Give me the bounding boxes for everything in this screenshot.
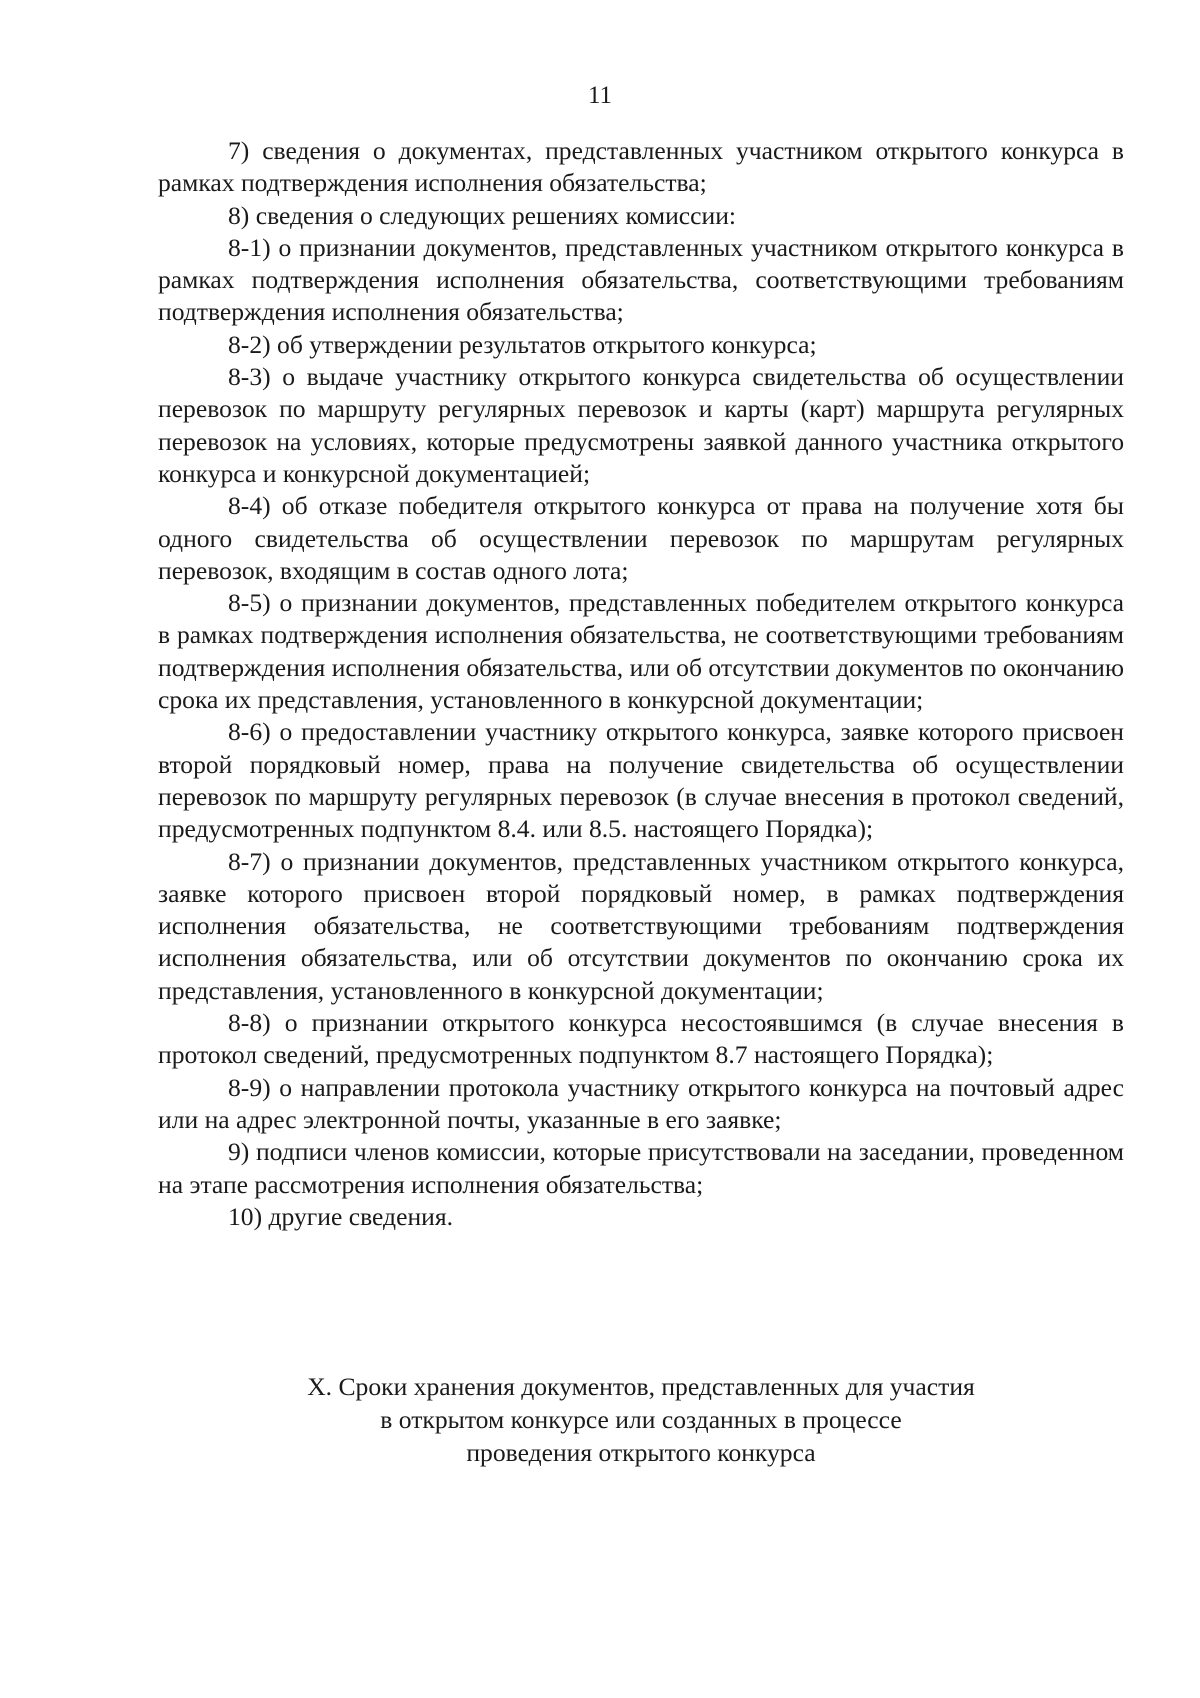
paragraph-item-8-6: 8-6) о предоставлении участнику открытого конкурса, заявке которого присвоен второй порядковый номер, права на получение свидетельства об осуществлении перевозок по маршруту регулярных перевозок (в случае внесения в протокол сведений, предусмотренных подпунктом 8.4. или 8.5. настоящего Порядка); [158, 717, 1124, 844]
document-body [158, 135, 1124, 1233]
section-heading-line-2: в открытом конкурсе или созданных в процессе [380, 1405, 902, 1434]
page-number: 11 [587, 82, 613, 109]
paragraph-item-8-4: 8-4) об отказе победителя открытого конкурса от права на получение хотя бы одного свидетельства об осуществлении перевозок по маршрутам регулярных перевозок, входящим в состав одного лота; [158, 491, 1124, 585]
paragraph-item-8-7: 8-7) о признании документов, представленных участником открытого конкурса, заявке которого присвоен второй порядковый номер, в рамках подтверждения исполнения обязательства, не соответствующими требованиям подтверждения исполнения обязательства, или об отсутствии документов по окончанию срока их представления, установленного в конкурсной документации; [158, 846, 1124, 1005]
paragraph-item-8-3: 8-3) о выдаче участнику открытого конкурса свидетельства об осуществлении перевозок по маршруту регулярных перевозок и карты (карт) маршрута регулярных перевозок на условиях, которые предусмотрены заявкой данного участника открытого конкурса и конкурсной документацией; [158, 362, 1124, 488]
paragraph-item-8-9: 8-9) о направлении протокола участнику открытого конкурса на почтовый адрес или на адрес электронной почты, указанные в его заявке; [158, 1072, 1124, 1134]
paragraph-item-8-5: 8-5) о признании документов, представленных победителем открытого конкурса в рамках подтверждения исполнения обязательства, не соответствующими требованиям подтверждения исполнения обязательства, или об отсутствии документов по окончанию срока их представления, установленного в конкурсной документации; [158, 588, 1124, 715]
paragraph-item-10: 10) другие сведения. [228, 1201, 454, 1231]
section-heading [158, 1370, 1124, 1469]
paragraph-item-8: 8) сведения о следующих решениях комиссии: [228, 200, 737, 230]
paragraph-item-8-8: 8-8) о признании открытого конкурса несостоявшимся (в случае внесения в протокол сведений, предусмотренных подпунктом 8.7 настоящего Порядка); [158, 1008, 1124, 1070]
section-heading-line-1: X. Сроки хранения документов, представленных для участия [307, 1372, 975, 1401]
section-heading-line-3: проведения открытого конкурса [466, 1438, 816, 1467]
paragraph-item-8-1: 8-1) о признании документов, представленных участником открытого конкурса в рамках подтверждения исполнения обязательства, соответствующими требованиям подтверждения исполнения обязательства; [158, 232, 1124, 327]
paragraph-item-8-2: 8-2) об утверждении результатов открытого конкурса; [228, 329, 817, 359]
paragraph-item-9: 9) подписи членов комиссии, которые присутствовали на заседании, проведенном на этапе рассмотрения исполнения обязательства; [158, 1137, 1124, 1199]
paragraph-item-7: 7) сведения о документах, представленных участником открытого конкурса в рамках подтверждения исполнения обязательства; [158, 136, 1124, 198]
